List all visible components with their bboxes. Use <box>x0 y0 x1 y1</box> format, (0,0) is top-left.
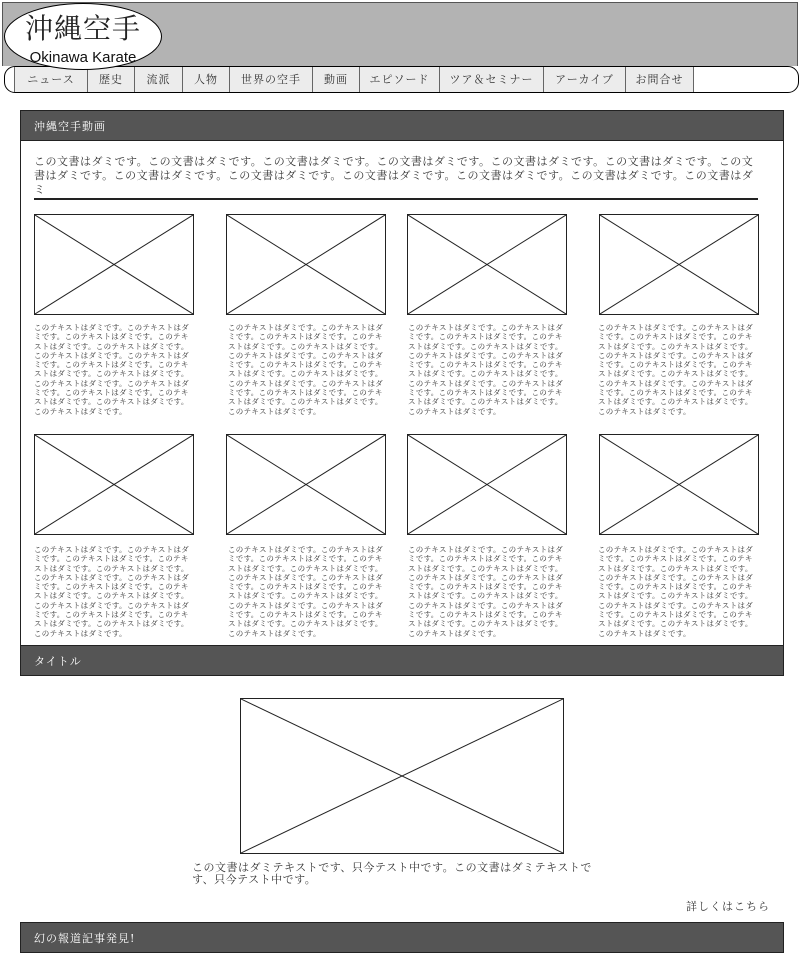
video-section-title: 沖縄空手動画 <box>20 110 784 141</box>
video-section-intro: この文書はダミです。この文書はダミです。この文書はダミです。この文書はダミです。この文書はダミです。この文書はダミです。この文書はダミです。この文書はダミです。この文書はダミです。この文書はダミです。この文書はダミです。この文書はダミです。この文書はダミ <box>34 155 754 196</box>
nav-item-people[interactable]: 人物 <box>182 67 229 92</box>
image-placeholder-icon <box>227 435 385 534</box>
video-thumbnail[interactable] <box>226 434 386 535</box>
video-thumbnail[interactable] <box>34 214 194 315</box>
divider <box>34 198 758 200</box>
image-placeholder-icon <box>600 215 758 314</box>
video-caption: このテキストはダミです。このテキストはダミです。このテキストはダミです。このテキストはダミです。このテキストはダミです。このテキストはダミです。このテキストはダミです。このテキストはダミです。このテキストはダミです。このテキストはダミです。このテキストはダミです。このテキストはダミです。このテキストはダミです。このテキストはダミです。このテキストはダミです。このテキストはダミです。 <box>598 545 754 638</box>
image-placeholder-icon <box>227 215 385 314</box>
nav-item-history[interactable]: 歴史 <box>87 67 134 92</box>
video-caption: このテキストはダミです。このテキストはダミです。このテキストはダミです。このテキストはダミです。このテキストはダミです。このテキストはダミです。このテキストはダミです。このテキストはダミです。このテキストはダミです。このテキストはダミです。このテキストはダミです。このテキストはダミです。このテキストはダミです。このテキストはダミです。このテキストはダミです。このテキストはダミです。 <box>408 545 564 638</box>
nav-item-world[interactable]: 世界の空手 <box>229 67 312 92</box>
image-placeholder-icon <box>35 215 193 314</box>
image-placeholder-icon <box>241 699 563 853</box>
video-thumbnail[interactable] <box>599 214 759 315</box>
site-logo[interactable] <box>4 3 162 70</box>
image-placeholder-icon <box>600 435 758 534</box>
image-placeholder-icon <box>35 435 193 534</box>
news-section-title: 幻の報道記事発見! <box>20 922 784 953</box>
nav-item-contact[interactable]: お問合せ <box>625 67 694 92</box>
video-caption: このテキストはダミです。このテキストはダミです。このテキストはダミです。このテキストはダミです。このテキストはダミです。このテキストはダミです。このテキストはダミです。このテキストはダミです。このテキストはダミです。このテキストはダミです。このテキストはダミです。このテキストはダミです。このテキストはダミです。このテキストはダミです。このテキストはダミです。このテキストはダミです。 <box>408 323 564 416</box>
feature-text: この文書はダミテキストです、只今テスト中です。この文書はダミテキストです、只今テスト中です。 <box>192 861 592 886</box>
video-thumbnail[interactable] <box>226 214 386 315</box>
nav-item-news[interactable]: ニュース <box>14 67 87 92</box>
feature-image[interactable] <box>240 698 564 854</box>
video-caption: このテキストはダミです。このテキストはダミです。このテキストはダミです。このテキストはダミです。このテキストはダミです。このテキストはダミです。このテキストはダミです。このテキストはダミです。このテキストはダミです。このテキストはダミです。このテキストはダミです。このテキストはダミです。このテキストはダミです。このテキストはダミです。このテキストはダミです。このテキストはダミです。 <box>228 545 384 638</box>
nav-item-styles[interactable]: 流派 <box>134 67 182 92</box>
image-placeholder-icon <box>408 435 566 534</box>
video-thumbnail[interactable] <box>34 434 194 535</box>
logo-kanji: 沖縄空手 <box>24 12 141 45</box>
video-caption: このテキストはダミです。このテキストはダミです。このテキストはダミです。このテキストはダミです。このテキストはダミです。このテキストはダミです。このテキストはダミです。このテキストはダミです。このテキストはダミです。このテキストはダミです。このテキストはダミです。このテキストはダミです。このテキストはダミです。このテキストはダミです。このテキストはダミです。このテキストはダミです。 <box>598 323 754 416</box>
video-thumbnail[interactable] <box>599 434 759 535</box>
main-nav <box>4 66 799 93</box>
nav-item-episodes[interactable]: エピソード <box>359 67 439 92</box>
video-caption: このテキストはダミです。このテキストはダミです。このテキストはダミです。このテキストはダミです。このテキストはダミです。このテキストはダミです。このテキストはダミです。このテキストはダミです。このテキストはダミです。このテキストはダミです。このテキストはダミです。このテキストはダミです。このテキストはダミです。このテキストはダミです。このテキストはダミです。このテキストはダミです。 <box>34 323 190 416</box>
nav-item-tours-seminars[interactable]: ツア＆セミナー <box>439 67 543 92</box>
feature-title: タイトル <box>20 645 784 676</box>
image-placeholder-icon <box>408 215 566 314</box>
nav-item-videos[interactable]: 動画 <box>312 67 359 92</box>
video-caption: このテキストはダミです。このテキストはダミです。このテキストはダミです。このテキストはダミです。このテキストはダミです。このテキストはダミです。このテキストはダミです。このテキストはダミです。このテキストはダミです。このテキストはダミです。このテキストはダミです。このテキストはダミです。このテキストはダミです。このテキストはダミです。このテキストはダミです。このテキストはダミです。 <box>228 323 384 416</box>
video-caption: このテキストはダミです。このテキストはダミです。このテキストはダミです。このテキストはダミです。このテキストはダミです。このテキストはダミです。このテキストはダミです。このテキストはダミです。このテキストはダミです。このテキストはダミです。このテキストはダミです。このテキストはダミです。このテキストはダミです。このテキストはダミです。このテキストはダミです。このテキストはダミです。 <box>34 545 190 638</box>
logo-english: Okinawa Karate <box>29 49 137 66</box>
nav-item-archive[interactable]: アーカイブ <box>543 67 625 92</box>
video-thumbnail[interactable] <box>407 434 567 535</box>
video-thumbnail[interactable] <box>407 214 567 315</box>
read-more-link[interactable]: 詳しくはこちら <box>686 900 770 913</box>
